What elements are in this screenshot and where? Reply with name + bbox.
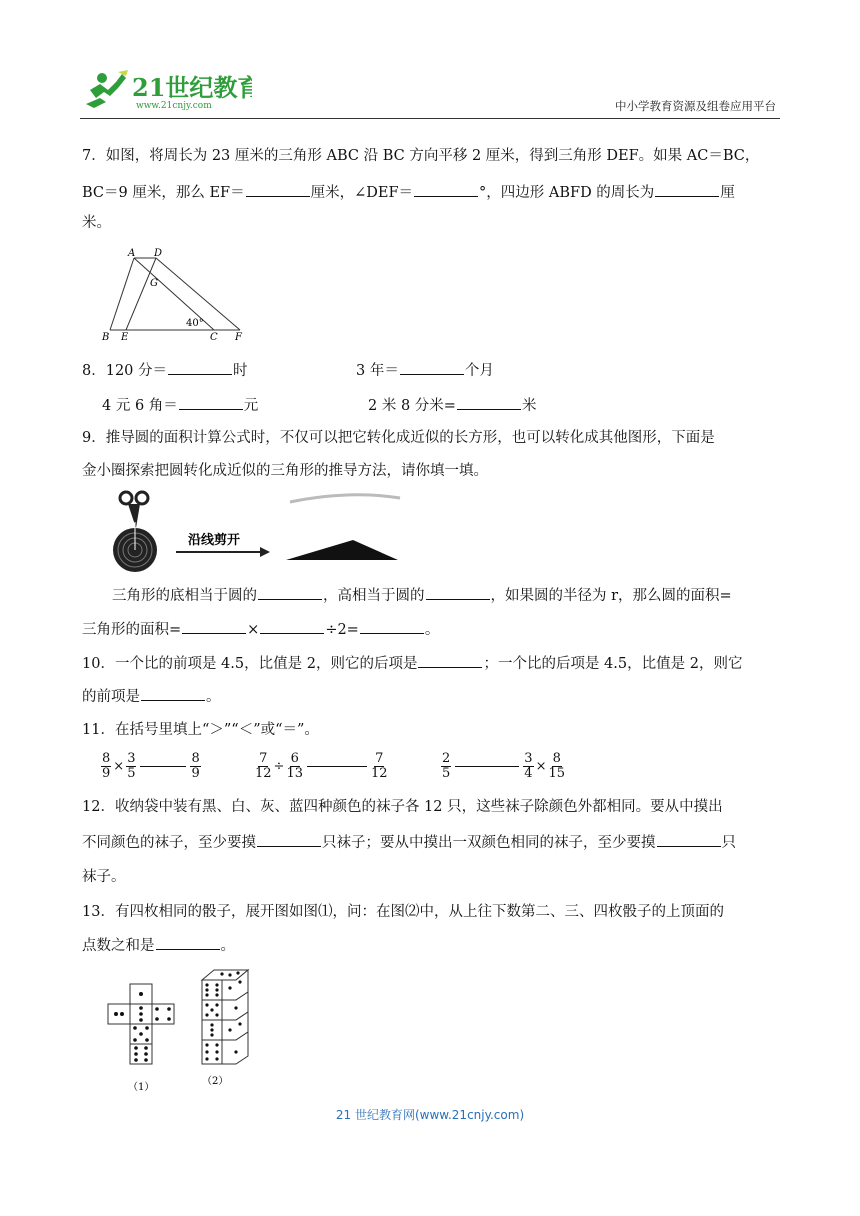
triangle-shape <box>286 540 398 560</box>
q7-line1: 7．如图，将周长为 23 厘米的三角形 ABC 沿 BC 方向平移 2 厘米，得到三角形 DEF。如果 AC＝BC， <box>82 148 760 164</box>
svg-text:D: D <box>154 248 163 259</box>
svg-text:21世纪教育: 21世纪教育 <box>132 73 252 102</box>
answer-blank[interactable] <box>258 585 322 600</box>
answer-blank[interactable] <box>457 395 521 410</box>
svg-text:（1）: （1） <box>128 1082 155 1093</box>
q8-item-d: 2 米 8 分米= 米 <box>368 395 536 416</box>
q9-line3: 三角形的底相当于圆的 ，高相当于圆的 ，如果圆的半径为 r，那么圆的面积= <box>112 585 732 606</box>
q11-expr-3: $\frac{2}{5}$ $\frac{3}{4}$ × $\frac{8}{15}$ <box>442 751 566 781</box>
answer-blank[interactable] <box>257 832 321 847</box>
answer-blank[interactable] <box>400 360 464 375</box>
q8-item-c: 4 元 6 角＝ 元 <box>102 395 258 416</box>
footer-source[interactable]: 21 世纪教育网(www.21cnjy.com) <box>335 1108 525 1122</box>
q12-line2: 不同颜色的袜子，至少要摸 只袜子；要从中摸出一双颜色相同的袜子，至少要摸 只 <box>82 832 736 853</box>
q8-item-b: 3 年＝ 个月 <box>356 360 494 381</box>
q9-line4: 三角形的面积= × ÷2= 。 <box>82 619 439 640</box>
svg-text:C: C <box>210 332 218 343</box>
answer-blank[interactable] <box>141 686 205 701</box>
q13-line2: 点数之和是 。 <box>82 935 235 956</box>
answer-blank[interactable] <box>182 619 246 634</box>
runner-logo-icon <box>86 70 128 108</box>
answer-blank[interactable] <box>179 395 243 410</box>
q7-line3: 米。 <box>82 215 111 231</box>
svg-text:www.21cnjy.com: www.21cnjy.com <box>136 101 212 111</box>
answer-blank[interactable] <box>655 182 719 197</box>
q9-line1: 9．推导圆的面积计算公式时，不仅可以把它转化成近似的长方形，也可以转化成其他图形，下面是 <box>82 430 715 446</box>
q9-line2: 金小圈探索把圆转化成近似的三角形的推导方法，请你填一填。 <box>82 463 488 479</box>
svg-text:A: A <box>128 248 136 259</box>
svg-text:B: B <box>102 332 110 343</box>
q12-line1: 12．收纳袋中装有黑、白、灰、蓝四种颜色的袜子各 12 只，这些袜子除颜色外都相同。要从中摸出 <box>82 799 723 815</box>
platform-name: 中小学教育资源及组卷应用平台 <box>615 99 776 113</box>
svg-text:（2）: （2） <box>202 1076 229 1087</box>
stacked-dice-figure <box>194 968 258 1092</box>
scissors-icon <box>120 492 148 528</box>
answer-blank[interactable] <box>418 653 482 668</box>
compare-blank[interactable] <box>307 766 367 767</box>
translation-triangle-figure <box>96 246 256 344</box>
answer-blank[interactable] <box>657 832 721 847</box>
q11-line1: 11．在括号里填上“＞”“＜”或“＝”。 <box>82 722 319 738</box>
answer-blank[interactable] <box>156 935 220 950</box>
q12-line3: 袜子。 <box>82 869 126 885</box>
answer-blank[interactable] <box>360 619 424 634</box>
dice-net-figure <box>106 982 178 1098</box>
arrow-icon <box>176 547 270 557</box>
svg-text:G: G <box>150 278 158 289</box>
header-divider <box>80 118 780 119</box>
answer-blank[interactable] <box>426 585 490 600</box>
site-logo <box>82 68 252 112</box>
q10-line2: 的前项是 。 <box>82 686 221 707</box>
answer-blank[interactable] <box>246 182 310 197</box>
svg-text:F: F <box>235 332 242 343</box>
svg-text:40°: 40° <box>186 318 204 329</box>
compare-blank[interactable] <box>455 766 519 767</box>
answer-blank[interactable] <box>260 619 324 634</box>
circle-to-triangle-figure <box>110 488 410 578</box>
answer-blank[interactable] <box>414 182 478 197</box>
compare-blank[interactable] <box>140 766 186 767</box>
q7-line2: BC＝9 厘米，那么 EF＝ 厘米，∠DEF＝ °，四边形 ABFD 的周长为 厘 <box>82 182 735 203</box>
q10-line1: 10．一个比的前项是 4.5，比值是 2，则它的后项是 ；一个比的后项是 4.5，比值是 2，则它 <box>82 653 742 674</box>
q8-item-a: 8．120 分＝ 时 <box>82 360 248 381</box>
q11-expr-1: $\frac{8}{9}$ × $\frac{3}{5}$ $\frac{8}{9}$ <box>102 751 200 781</box>
svg-text:沿线剪开: 沿线剪开 <box>188 533 241 548</box>
answer-blank[interactable] <box>168 360 232 375</box>
svg-text:E: E <box>121 332 129 343</box>
q11-expr-2: $\frac{7}{12}$ ÷ $\frac{6}{13}$ $\frac{7}{12}$ <box>255 751 388 781</box>
q13-line1: 13．有四枚相同的骰子，展开图如图⑴，问：在图⑵中，从上往下数第二、三、四枚骰子的上顶面的 <box>82 904 724 920</box>
